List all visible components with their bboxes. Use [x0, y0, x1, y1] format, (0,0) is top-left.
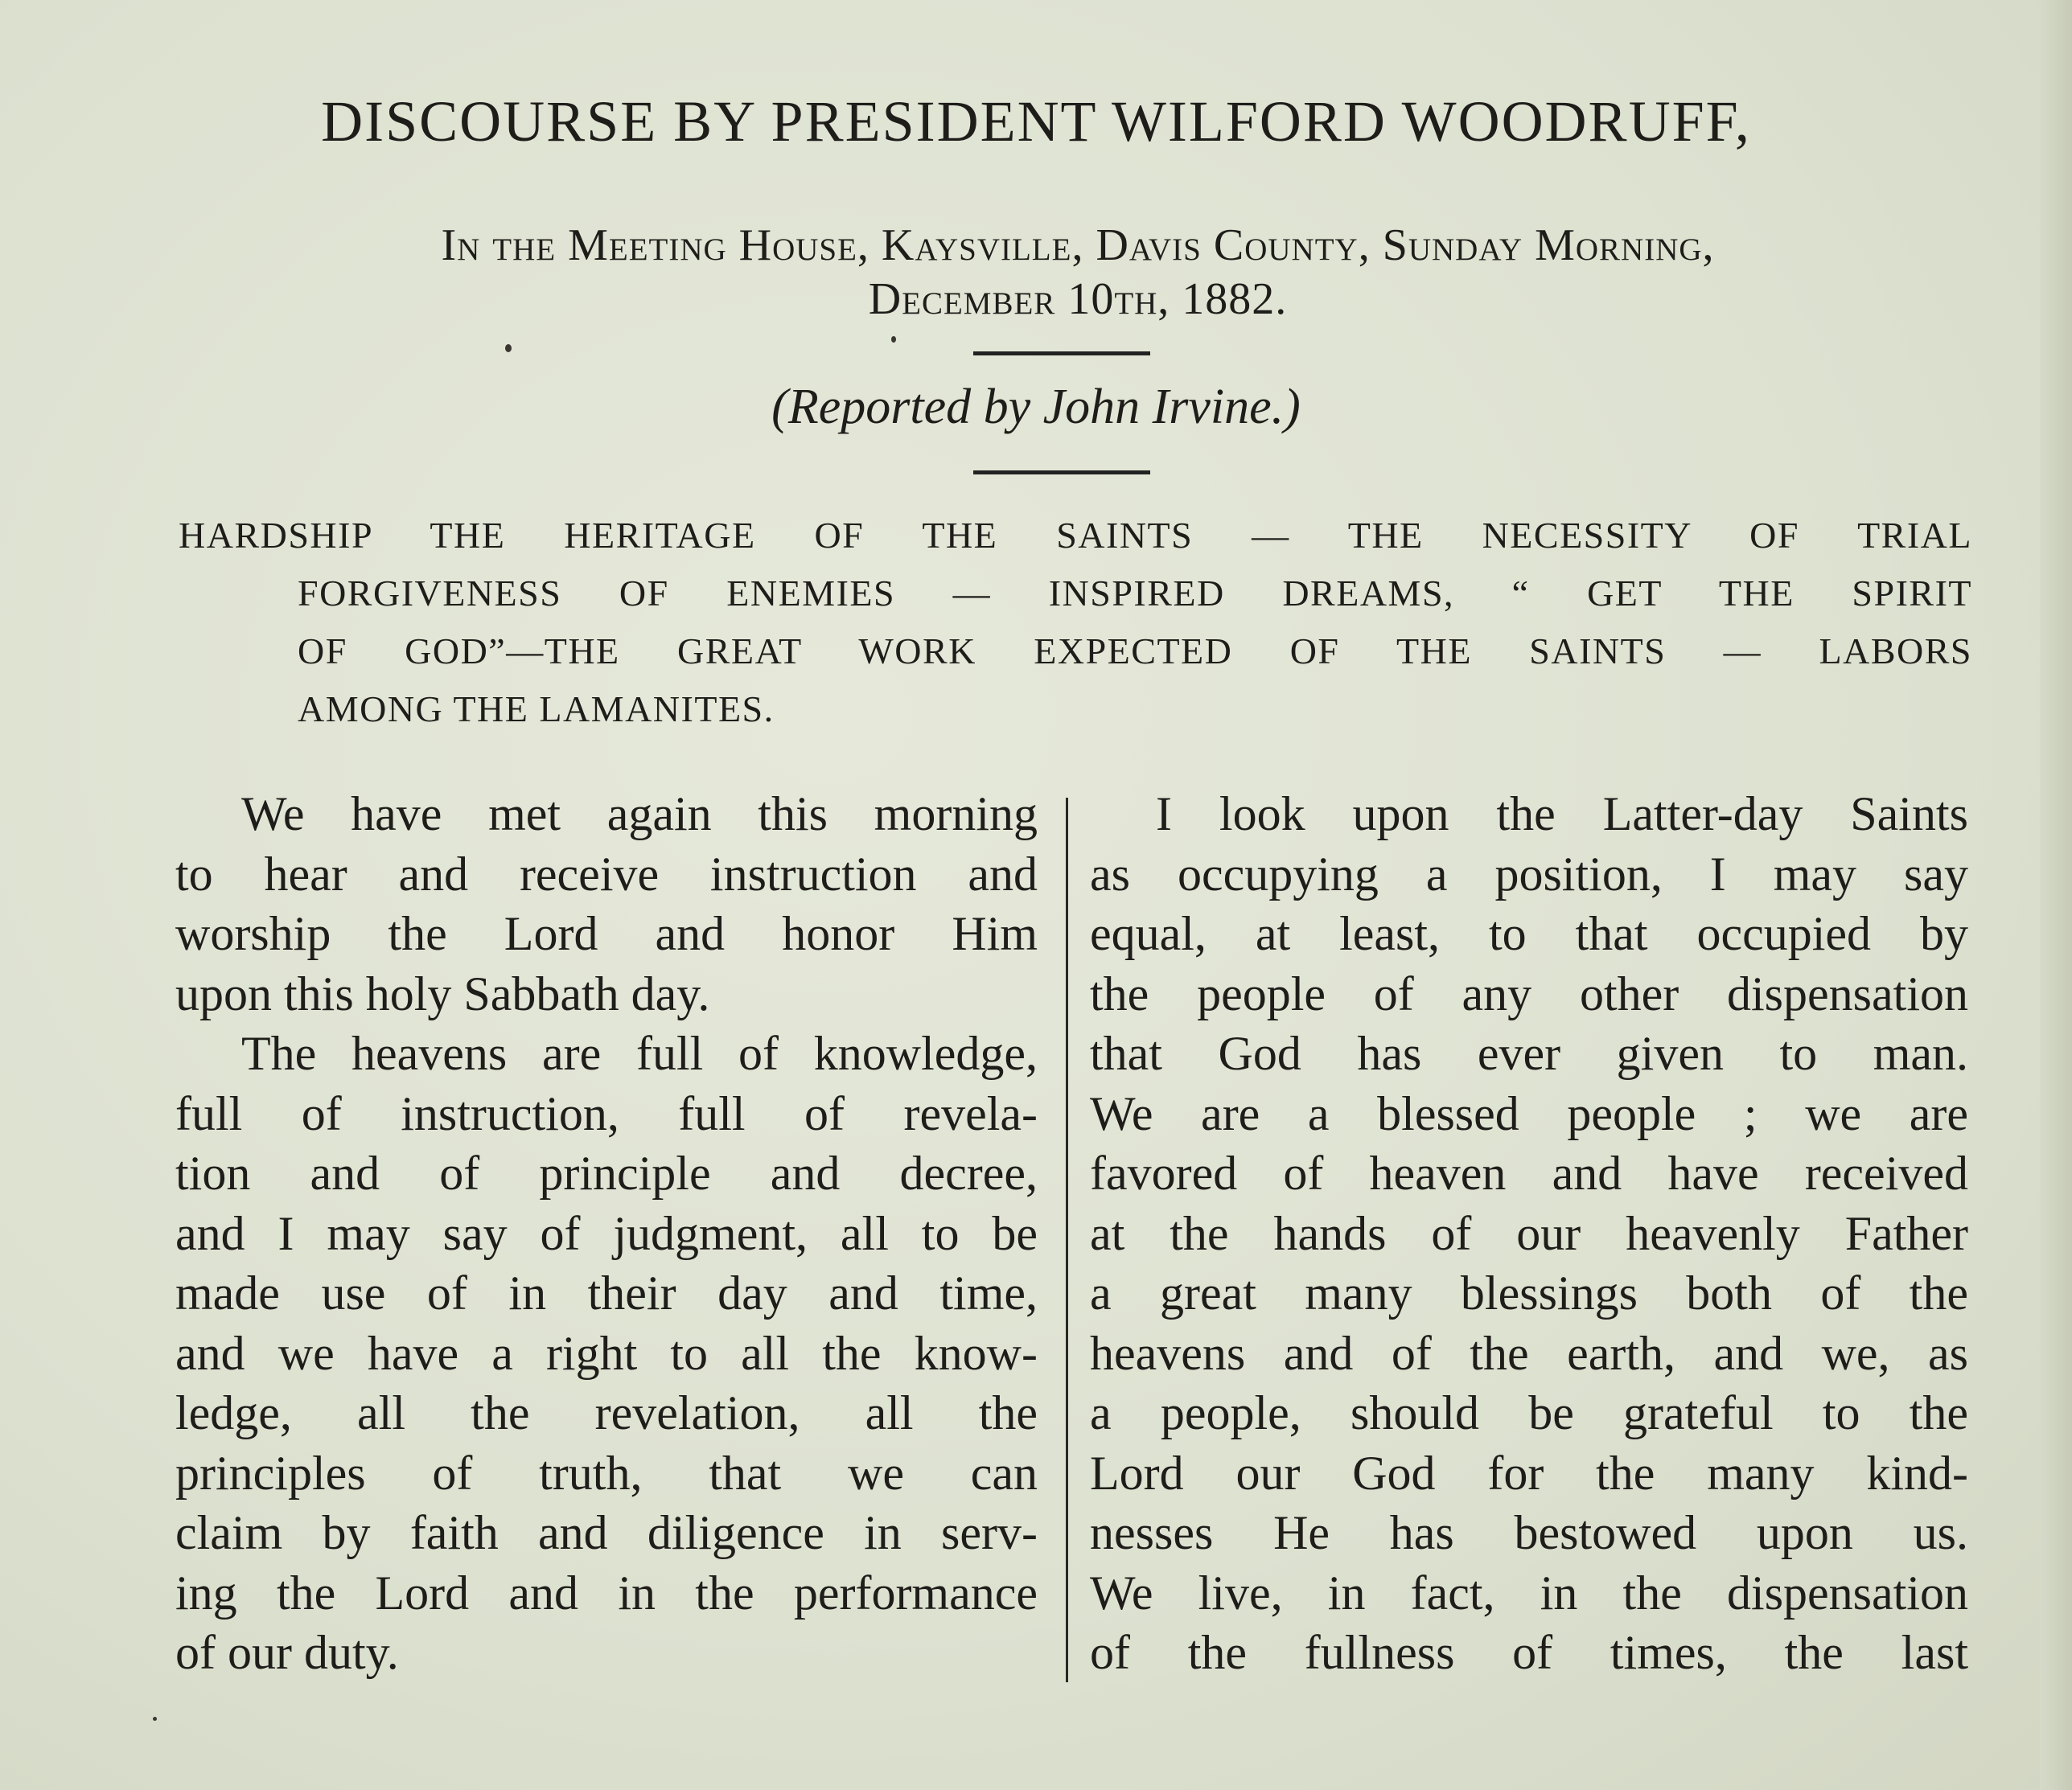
body-line: made use of in their day and time, — [175, 1267, 1038, 1320]
body-line: nesses He has bestowed upon us. — [1090, 1506, 1968, 1559]
body-line: ledge, all the revelation, all the — [175, 1386, 1038, 1439]
body-line: equal, at least, to that occupied by — [1090, 907, 1968, 960]
body-line: and I may say of judgment, all to be — [175, 1206, 1038, 1260]
body-line: upon this holy Sabbath day. — [175, 967, 710, 1020]
body-line: at the hands of our heavenly Father — [1090, 1206, 1968, 1260]
bottom-divider-rule — [973, 470, 1150, 474]
body-line: that God has ever given to man. — [1090, 1027, 1968, 1080]
body-line: We live, in fact, in the dispensation — [1090, 1566, 1968, 1620]
subtitle-location-line: In the Meeting House, Kaysville, Davis County, Sunday Morning, — [441, 220, 1715, 270]
body-line: full of instruction, full of revela- — [175, 1086, 1038, 1140]
body-line: a people, should be grateful to the — [1090, 1386, 1968, 1439]
body-line: claim by faith and diligence in serv- — [175, 1506, 1038, 1559]
synopsis-line: OF GOD”—THE GREAT WORK EXPECTED OF THE SAINTS — LABORS — [298, 630, 1972, 671]
body-line: We have met again this morning — [241, 787, 1038, 840]
body-line: and we have a right to all the know- — [175, 1326, 1038, 1380]
subtitle-date-line: December 10th, 1882. — [868, 274, 1288, 325]
body-line: Lord our God for the many kind- — [1090, 1446, 1968, 1500]
ink-speck — [153, 1717, 157, 1721]
ink-speck — [891, 336, 896, 343]
body-line: The heavens are full of knowledge, — [241, 1027, 1038, 1080]
body-line: as occupying a position, I may say — [1090, 847, 1968, 901]
body-line: worship the Lord and honor Him — [175, 907, 1038, 960]
body-line: heavens and of the earth, and we, as — [1090, 1326, 1968, 1380]
discourse-subtitle — [177, 219, 1979, 326]
reporter-credit: (Reported by John Irvine.) — [771, 380, 1301, 434]
ink-speck — [505, 344, 512, 352]
column-divider — [1066, 798, 1068, 1682]
body-line: tion and of principle and decree, — [175, 1147, 1038, 1200]
body-line: ing the Lord and in the performance — [175, 1566, 1038, 1620]
synopsis-line: AMONG THE LAMANITES. — [298, 688, 775, 729]
discourse-title: DISCOURSE BY PRESIDENT WILFORD WOODRUFF, — [321, 89, 1751, 154]
top-divider-rule — [973, 351, 1150, 355]
body-line: of the fullness of times, the last — [1090, 1626, 1968, 1679]
body-line: favored of heaven and have received — [1090, 1147, 1968, 1200]
synopsis-line: FORGIVENESS OF ENEMIES — INSPIRED DREAMS, “ GET THE SPIRIT — [298, 573, 1972, 614]
page-edge-shadow — [2040, 0, 2072, 1790]
body-line: the people of any other dispensation — [1090, 967, 1968, 1020]
body-line: We are a blessed people ; we are — [1090, 1086, 1968, 1140]
body-line: principles of truth, that we can — [175, 1446, 1038, 1500]
synopsis-line: HARDSHIP THE HERITAGE OF THE SAINTS — THE NECESSITY OF TRIAL — [179, 515, 1972, 556]
right-text-column — [1090, 784, 1968, 1683]
body-line: I look upon the Latter-day Saints — [1156, 787, 1968, 840]
body-line: a great many blessings both of the — [1090, 1267, 1968, 1320]
body-line: of our duty. — [175, 1626, 399, 1679]
synopsis-block — [179, 507, 1972, 738]
body-line: to hear and receive instruction and — [175, 847, 1038, 901]
left-text-column — [175, 784, 1038, 1683]
